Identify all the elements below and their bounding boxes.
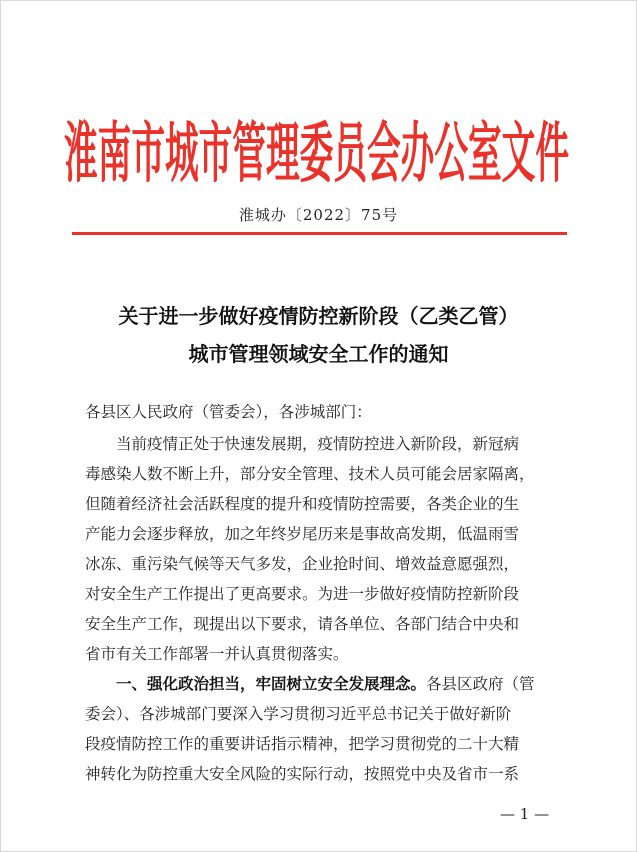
body-line: 对安全生产工作提出了更高要求。为进一步做好疫情防控新阶段: [85, 585, 520, 603]
body-line: 安全生产工作，现提出以下要求，请各单位、各部门结合中央和: [85, 615, 520, 633]
body-line: 省市有关工作部署一并认真贯彻落实。: [85, 645, 349, 663]
issuer-masthead-text: 淮南市城市管理委员会办公室文件: [64, 113, 569, 191]
section-1-line: 神转化为防控重大安全风险的实际行动，按照党中央及省市一系: [85, 765, 520, 783]
section-1-first-line-rest: 各县区政府（管: [426, 675, 535, 693]
section-1-line: 段疫情防控工作的重要讲话指示精神，把学习贯彻党的二十大精: [85, 735, 520, 753]
section-1-heading: 一、强化政治担当，牢固树立安全发展理念。: [116, 674, 427, 693]
body-line: 冰冻、重污染气候等天气多发，企业抢时间、增效益意愿强烈，: [85, 555, 520, 573]
notice-title-line-2: 城市管理领域安全工作的通知: [188, 342, 449, 366]
red-separator-rule: [72, 232, 567, 235]
body-line: 但随着经济社会活跃程度的提升和疫情防控需要，各类企业的生: [85, 495, 520, 513]
issuer-masthead: [64, 104, 574, 196]
body-line: 毒感染人数不断上升，部分安全管理、技术人员可能会居家隔离，: [85, 465, 535, 483]
section-1-line: 委会）、各涉城部门要深入学习贯彻习近平总书记关于做好新阶: [85, 705, 512, 723]
document-number: 淮城办〔2022〕75号: [238, 206, 399, 224]
page-number: — 1 —: [500, 805, 550, 823]
notice-title-line-1: 关于进一步做好疫情防控新阶段（乙类乙管）: [118, 304, 519, 328]
section-1-first-line: [116, 672, 535, 694]
body-line: 当前疫情正处于快速发展期，疫情防控进入新阶段，新冠病: [116, 435, 520, 453]
body-line: 产能力会逐步释放，加之年终岁尾历来是事故高发期，低温雨雪: [85, 525, 520, 543]
salutation: 各县区人民政府（管委会），各涉城部门：: [85, 403, 372, 421]
